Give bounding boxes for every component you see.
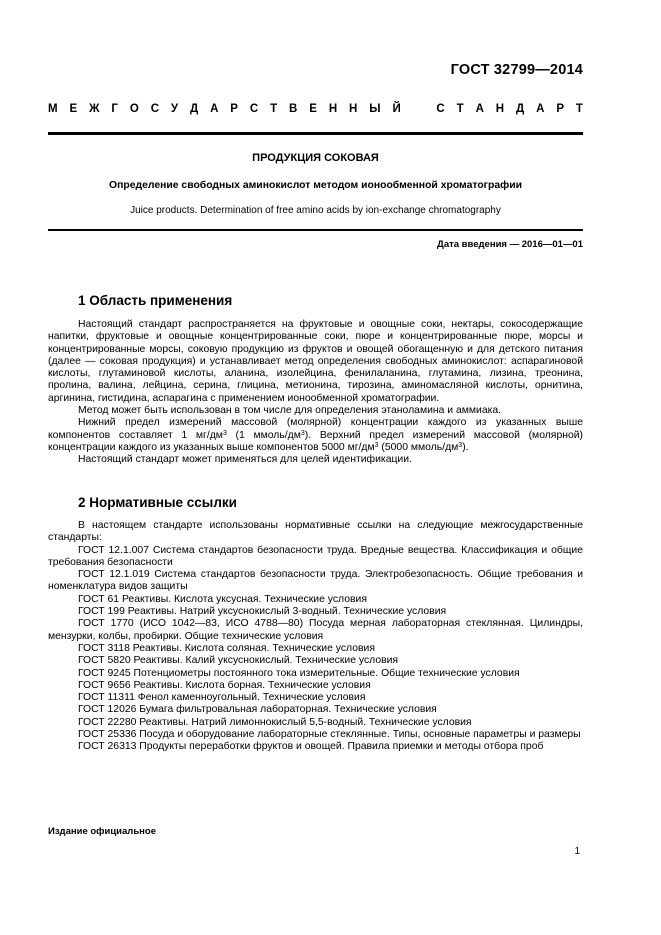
banner-letter: Т — [270, 103, 278, 115]
method-paragraph: Метод может быть использован в том числе для определения этаноламина и аммиака. — [78, 405, 502, 417]
references-list — [48, 545, 583, 754]
banner-letter: Д — [516, 103, 525, 115]
official-edition-label: Издание официальное — [48, 826, 156, 837]
banner-letter: С — [249, 103, 259, 115]
banner-letter: С — [436, 103, 445, 115]
interstate-standard-banner — [48, 103, 583, 115]
document-number: ГОСТ 32799—2014 — [450, 62, 583, 78]
header-rule — [48, 132, 583, 135]
reference-item: ГОСТ 12.1.007 Система стандартов безопасности труда. Вредные вещества. Классификация и общие требования безопасности — [48, 544, 583, 568]
standard-title: ПРОДУКЦИЯ СОКОВАЯ — [252, 152, 379, 164]
standard-subtitle: Определение свободных аминокислот методом ионообменной хроматографии — [109, 180, 522, 191]
reference-item: ГОСТ 5820 Реактивы. Калий уксуснокислый. Технические условия — [78, 655, 399, 667]
reference-item: ГОСТ 25336 Посуда и оборудование лабораторные стеклянные. Типы, основные параметры и размеры — [78, 729, 581, 741]
banner-letter: Р — [230, 103, 238, 115]
introduction-date: Дата введения — 2016—01—01 — [437, 239, 583, 250]
reference-item: ГОСТ 9245 Потенциометры постоянного тока измерительные. Общие технические условия — [78, 667, 520, 679]
banner-letter: Е — [309, 103, 317, 115]
section-2-heading: 2 Нормативные ссылки — [78, 495, 237, 510]
section-1-body — [48, 319, 583, 467]
banner-letter: М — [48, 103, 58, 115]
reference-item: ГОСТ 9656 Реактивы. Кислота борная. Технические условия — [78, 679, 371, 691]
scope-paragraph: Настоящий стандарт распространяется на фруктовые и овощные соки, нектары, сокосодержащие напитки, фруктовые и овощные концентрированные соки, пюре и концентрированные пюре, морсы и концентрированные морсы, соковую продукцию из фруктов и овощей обогащенную и для детского питания (далее — соковая продукция) и устанавливает метод определения свободных аминокислот: аспарагиновой кислоты, глутаминовой кислоты, аланина, изолейцина, фенилаланина, глутамина, лизина, треонина, пролина, валина, лейцина, серина, глицина, метионина, тирозина, аминомасляной кислоты, орнитина, аргинина, гистидина, аспарагина с применением ионообменной хроматографии. — [48, 319, 583, 404]
section-2-body — [48, 520, 583, 754]
banner-letter: Н — [328, 103, 338, 115]
banner-letter: А — [210, 103, 219, 115]
banner-letter: Й — [392, 103, 401, 115]
english-title: Juice products. Determination of free amino acids by ion-exchange chromatography — [130, 205, 501, 216]
reference-item: ГОСТ 26313 Продукты переработки фруктов и овощей. Правила приемки и методы отбора проб — [78, 741, 544, 753]
banner-letter: Ы — [369, 103, 381, 115]
reference-item: ГОСТ 11311 Фенол каменноугольный. Технические условия — [78, 692, 366, 704]
banner-letter: У — [170, 103, 179, 115]
banner-letter: Ж — [89, 103, 100, 115]
reference-item: ГОСТ 12.1.019 Система стандартов безопасности труда. Электробезопасность. Общие требования и номенклатура видов защиты — [48, 569, 583, 593]
banner-letter: О — [129, 103, 139, 115]
banner-letter: Е — [69, 103, 78, 115]
title-rule — [48, 229, 583, 231]
reference-item: ГОСТ 61 Реактивы. Кислота уксусная. Технические условия — [78, 593, 367, 605]
banner-letter: Р — [556, 103, 565, 115]
reference-item: ГОСТ 22280 Реактивы. Натрий лимоннокислый 5,5-водный. Технические условия — [78, 716, 472, 728]
reference-item: ГОСТ 12026 Бумага фильтровальная лабораторная. Технические условия — [78, 704, 437, 716]
identification-paragraph: Настоящий стандарт может применяться для целей идентификации. — [78, 454, 412, 466]
banner-letter: А — [536, 103, 545, 115]
references-intro: В настоящем стандарте использованы нормативные ссылки на следующие межгосударственные стандарты: — [48, 520, 583, 544]
banner-letter: В — [289, 103, 298, 115]
banner-letter: Д — [189, 103, 199, 115]
reference-item: ГОСТ 1770 (ИСО 1042—83, ИСО 4788—80) Посуда мерная лабораторная стеклянная. Цилиндры, мензурки, колбы, пробирки. Общие технические условия — [48, 618, 583, 642]
banner-letter: Н — [349, 103, 358, 115]
banner-letter: Т — [456, 103, 464, 115]
banner-letter: Н — [495, 103, 505, 115]
banner-letter: Т — [575, 103, 583, 115]
banner-letter: Г — [111, 103, 118, 115]
section-1-heading: 1 Область применения — [78, 293, 233, 308]
limits-paragraph: Нижний предел измерений массовой (молярной) концентрации каждого из указанных выше компонентов составляет 1 $мг/дм^3$ (1 ммоль/$дм^3$). Верхний предел измерений массовой (молярной) концентрации каждого из указанных выше компонентов 5000 $мг/дм^3$ (5000 ммоль/$дм^3$). — [48, 417, 583, 453]
reference-item: ГОСТ 199 Реактивы. Натрий уксуснокислый 3-водный. Технические условия — [78, 606, 447, 618]
page-number: 1 — [574, 846, 580, 857]
banner-letter: С — [150, 103, 159, 115]
reference-item: ГОСТ 3118 Реактивы. Кислота соляная. Технические условия — [78, 642, 375, 654]
banner-letter: А — [475, 103, 484, 115]
